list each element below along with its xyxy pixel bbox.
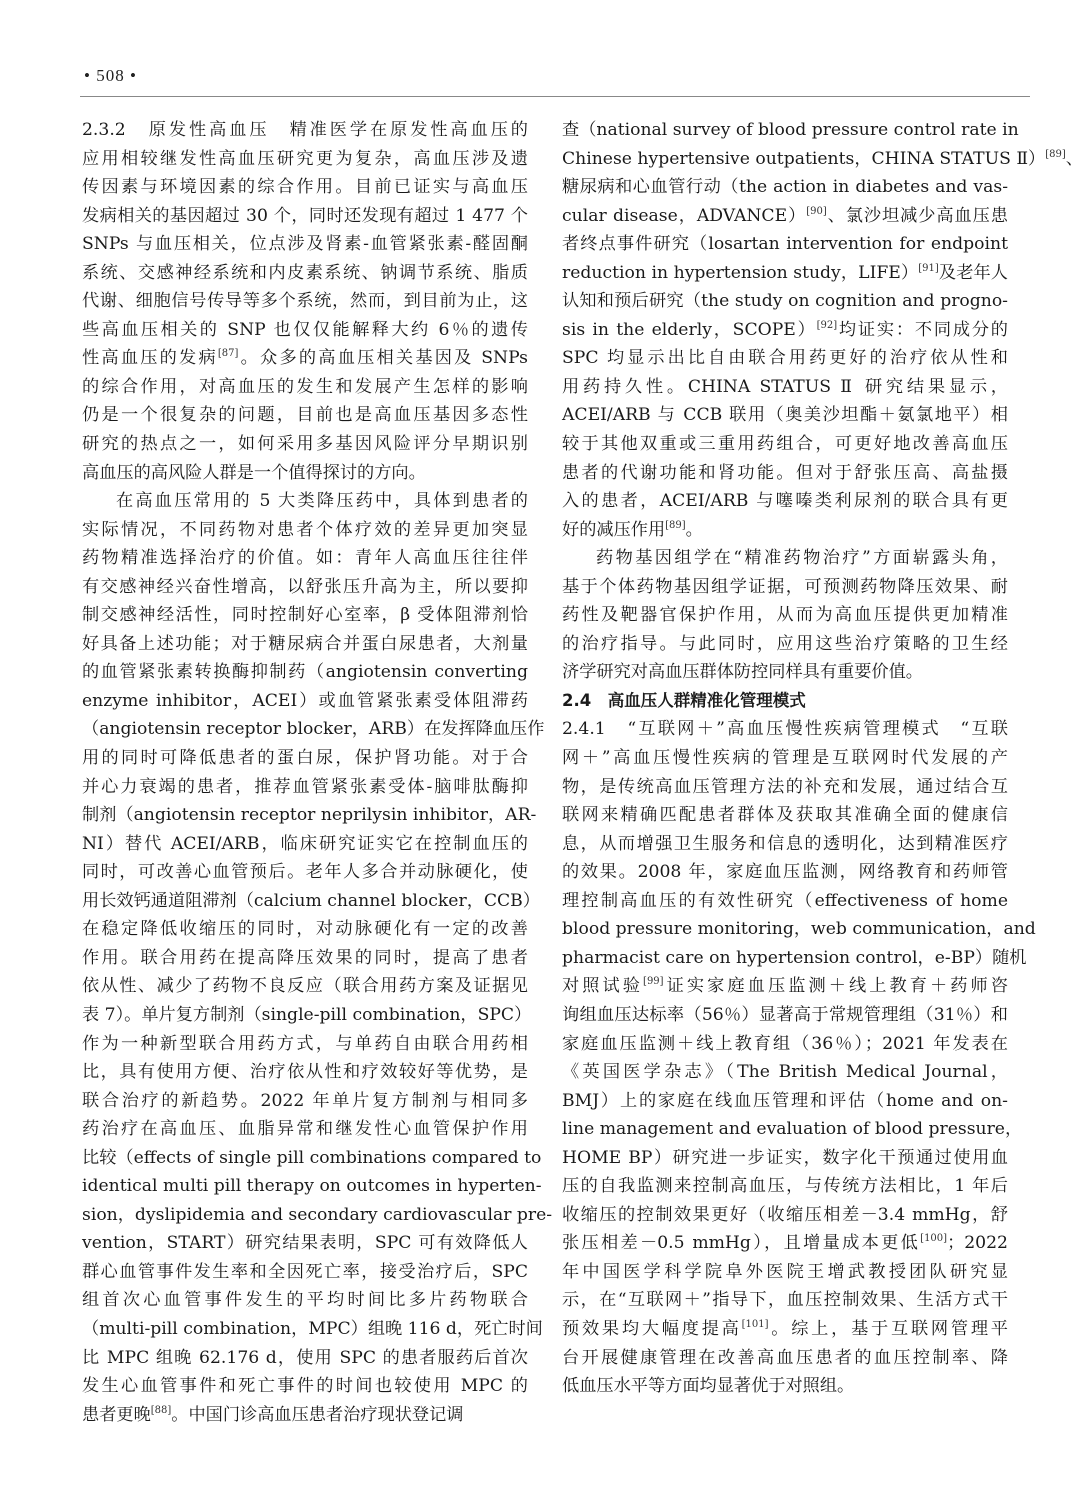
text-line: 比，具有使用方便、治疗依从性和疗效较好等优势，是 [82,1062,528,1083]
text-line: 示，在“互联网＋”指导下，血压控制效果、生活方式干 [562,1290,1008,1311]
text-line: 好的减压作用[89]。 [562,519,703,540]
citation-ref: [88] [150,1404,172,1416]
text-line: 群心血管事件发生率和全因死亡率，接受治疗后，SPC [82,1261,528,1282]
text-line: 联合治疗的新趋势。2022 年单片复方制剂与相同多 [82,1090,528,1111]
text-line: Chinese hypertensive outpatients，CHINA STATUS Ⅱ）[89]、 [562,148,1083,169]
text-line: cular disease，ADVANCE）[90]、氯沙坦减少高血压患 [562,205,1008,226]
text-line: 的血管紧张素转换酶抑制药（angiotensin converting [82,662,528,683]
text-line: line management and evaluation of blood pressure， [562,1119,1023,1140]
citation-ref: [100] [920,1233,948,1245]
text-line: pharmacist care on hypertension control，e-BP）随机 [562,947,1027,968]
text-line: sion，dyslipidemia and secondary cardiovascular pre- [82,1204,553,1225]
text-line: 药治疗在高血压、血脂异常和继发性心血管保护作用 [82,1119,528,1140]
section-heading-line: 2.4 高血压人群精准化管理模式 [562,690,806,710]
text-line: 表 7）。单片复方制剂（single-pill combination，SPC） [82,1004,532,1025]
text-line: 的治疗指导。与此同时，应用这些治疗策略的卫生经 [562,633,1008,654]
text-line: 发生心血管事件和死亡事件的时间也较使用 MPC 的 [82,1376,528,1397]
text-line: HOME BP）研究进一步证实，数字化干预通过使用血 [562,1147,1008,1168]
text-line: 发病相关的基因超过 30 个，同时还发现有超过 1 477 个 [82,205,528,226]
text-line: 询组血压达标率（56％）显著高于常规管理组（31％）和 [562,1004,1008,1025]
text-line: 《英国医学杂志》（The British Medical Journal， [562,1062,1008,1083]
text-line: sis in the elderly，SCOPE）[92]均证实：不同成分的 [562,319,1008,340]
text-line: （angiotensin receptor blocker，ARB）在发挥降血压作 [82,719,545,740]
text-line: 比 MPC 组晚 62.176 d，使用 SPC 的患者服药后首次 [82,1347,528,1368]
text-line: 对照试验[99]证实家庭血压监测＋线上教育＋药师咨 [562,976,1008,997]
citation-ref: [99] [643,976,664,988]
text-line: 收缩压的控制效果更好（收缩压相差－3.4 mmHg，舒 [562,1204,1008,1225]
text-line: 物，是传统高血压管理方法的补充和发展，通过结合互 [562,776,1008,797]
text-line: 网＋”高血压慢性疾病的管理是互联网时代发展的产 [562,748,1008,769]
text-line: 作用。联合用药在提高降压效果的同时，提高了患者 [82,947,528,968]
header-rule [80,96,1030,97]
text-line: 些高血压相关的 SNP 也仅仅能解释大约 6％的遗传 [82,319,528,340]
citation-ref: [87] [217,348,239,360]
text-line: 作为一种新型联合用药方式，与单药自由联合用药相 [82,1033,528,1054]
text-line: 药性及靶器官保护作用，从而为高血压提供更加精准 [562,605,1008,626]
text-line: 的效果。2008 年，家庭血压监测，网络教育和药师管 [562,862,1008,883]
citation-ref: [89] [665,519,686,531]
text-line: 依从性、减少了药物不良反应（联合用药方案及证据见 [82,976,528,997]
text-line: blood pressure monitoring，web communication，and [562,919,1036,940]
text-line: 制剂（angiotensin receptor neprilysin inhibitor，AR- [82,805,537,826]
text-line: reduction in hypertension study，LIFE）[91]及老年人 [562,262,1008,283]
text-line: enzyme inhibitor，ACEI）或血管紧张素受体阻滞药 [82,690,528,711]
text-line: 高血压的高风险人群是一个值得探讨的方向。 [82,462,426,483]
text-line: 制交感神经活性，同时控制好心室率，β 受体阻滞剂恰 [82,605,528,626]
citation-ref: [91] [918,262,939,274]
text-line: 用长效钙通道阻滞剂（calcium channel blocker，CCB） [82,890,540,911]
text-line: 者终点事件研究（losartan intervention for endpoint [562,234,1008,255]
text-line: 代谢、细胞信号传导等多个系统，然而，到目前为止，这 [82,291,528,312]
text-line: 联网来精确匹配患者群体及获取其准确全面的健康信 [562,805,1008,826]
text-line: 入的患者，ACEI/ARB 与噻嗪类利尿剂的联合具有更 [562,491,1008,512]
text-line: 的综合作用，对高血压的发生和发展产生怎样的影响 [82,376,528,397]
text-line: 2.3.2 原发性高血压 精准医学在原发性高血压的 [82,120,528,140]
text-line: 组首次心血管事件发生的平均时间比多片药物联合 [82,1290,528,1311]
text-line: 低血压水平等方面均显著优于对照组。 [562,1376,855,1397]
text-line: 有交感神经兴奋性增高，以舒张压升高为主，所以要抑 [82,576,528,597]
citation-ref: [90] [806,205,827,217]
text-line: SNPs 与血压相关，位点涉及肾素-血管紧张素-醛固酮 [82,234,528,255]
text-line: 同时，可改善心血管预后。老年人多合并动脉硬化，使 [82,862,528,883]
text-line: 2.4.1 “互联网＋”高血压慢性疾病管理模式 “互联 [562,719,1008,740]
text-line: 济学研究对高血压群体防控同样具有重要价值。 [562,662,923,683]
text-line: 基于个体药物基因组学证据，可预测药物降压效果、耐 [562,576,1008,597]
text-line: 并心力衰竭的患者，推荐血管紧张素受体-脑啡肽酶抑 [82,776,528,797]
text-line: 用的同时可降低患者的蛋白尿，保护肾功能。对于合 [82,748,528,769]
text-line: vention，START）研究结果表明，SPC 可有效降低人 [82,1233,528,1254]
text-line: 患者更晚[88]。中国门诊高血压患者治疗现状登记调 [82,1404,464,1425]
text-line: 传因素与环境因素的综合作用。目前已证实与高血压 [82,177,528,198]
text-line: 较于其他双重或三重用药组合，可更好地改善高血压 [562,434,1008,455]
page-number: • 508 • [84,66,137,85]
text-line: 年中国医学科学院阜外医院王增武教授团队研究显 [562,1261,1008,1282]
text-line: 系统、交感神经系统和内皮素系统、钠调节系统、脂质 [82,262,528,283]
text-line: 糖尿病和心血管行动（the action in diabetes and vas- [562,177,1008,198]
text-line: 性高血压的发病[87]。众多的高血压相关基因及 SNPs [82,348,528,369]
text-line: BMJ）上的家庭在线血压管理和评估（home and on- [562,1090,1008,1111]
text-line: 家庭血压监测＋线上教育组（36％）；2021 年发表在 [562,1033,1008,1054]
text-line: 息，从而增强卫生服务和信息的透明化，达到精准医疗 [562,833,1008,854]
text-line: 认知和预后研究（the study on cognition and progno- [562,291,1008,312]
text-line: 仍是一个很复杂的问题，目前也是高血压基因多态性 [82,405,528,426]
right-column [562,116,1083,1401]
text-line: （multi-pill combination，MPC）组晚 116 d，死亡时间 [82,1318,543,1339]
text-line: 研究的热点之一，如何采用多基因风险评分早期识别 [82,434,528,455]
text-line: 用药持久性。CHINA STATUS Ⅱ 研究结果显示， [562,376,1008,397]
text-line: 药物基因组学在“精准药物治疗”方面崭露头角， [596,548,1008,569]
citation-ref: [101] [741,1318,769,1330]
text-line: 好具备上述功能；对于糖尿病合并蛋白尿患者，大剂量 [82,633,528,654]
text-line: 预效果均大幅度提高[101]。综上，基于互联网管理平 [562,1318,1008,1339]
text-line: 理控制高血压的有效性研究（effectiveness of home [562,890,1008,911]
text-line: 患者的代谢功能和肾功能。但对于舒张压高、高盐摄 [562,462,1008,483]
citation-ref: [89] [1045,148,1066,160]
text-line: SPC 均显示出比自由联合用药更好的治疗依从性和 [562,348,1008,369]
text-line: 查（national survey of blood pressure control rate in [562,120,1019,140]
text-line: NI）替代 ACEI/ARB，临床研究证实它在控制血压的 [82,833,528,854]
text-line: 比较（effects of single pill combinations compared to [82,1147,542,1168]
left-column [82,116,553,1429]
text-line: 张压相差－0.5 mmHg），且增量成本更低[100]；2022 [562,1233,1008,1254]
text-line: 压的自我监测来控制高血压，与传统方法相比，1 年后 [562,1176,1008,1197]
text-line: 在高血压常用的 5 大类降压药中，具体到患者的 [116,491,528,512]
text-line: ACEI/ARB 与 CCB 联用（奥美沙坦酯＋氨氯地平）相 [562,405,1008,426]
text-line: 实际情况，不同药物对患者个体疗效的差异更加突显 [82,519,528,540]
text-line: 应用相较继发性高血压研究更为复杂，高血压涉及遗 [82,148,528,169]
text-line: identical multi pill therapy on outcomes in hyperten- [82,1176,542,1197]
text-line: 在稳定降低收缩压的同时，对动脉硬化有一定的改善 [82,919,528,940]
text-line: 台开展健康管理在改善高血压患者的血压控制率、降 [562,1347,1008,1368]
citation-ref: [92] [816,319,838,331]
text-line: 药物精准选择治疗的价值。如：青年人高血压往往伴 [82,548,528,569]
